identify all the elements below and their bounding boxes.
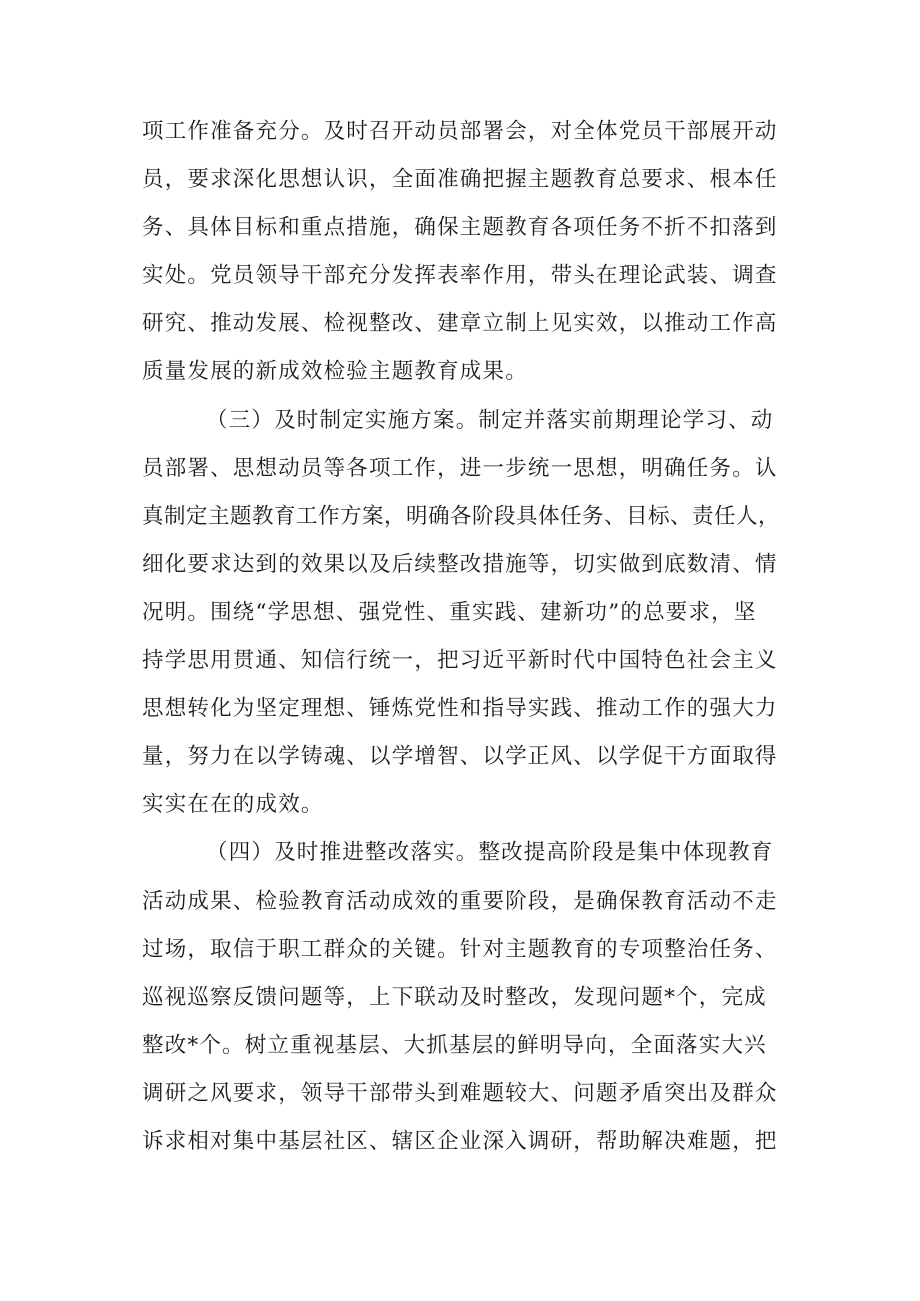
text-line: 质量发展的新成效检验主题教育成果。	[142, 359, 528, 385]
text-line: 实处。党员领导干部充分发挥表率作用，带头在理论武装、调查	[142, 263, 778, 289]
text-line: 思想转化为坚定理想、锤炼党性和指导实践、推动工作的强大力	[142, 696, 778, 722]
text-line: 过场，取信于职工群众的关键。针对主题教育的专项整治任务、	[142, 936, 778, 962]
text-line: 实实在在的成效。	[142, 792, 324, 818]
text-line: 员，要求深化思想认识，全面准确把握主题教育总要求、根本任	[142, 167, 778, 193]
text-line: 真制定主题教育工作方案，明确各阶段具体任务、目标、责任人，	[142, 503, 781, 529]
text-line: 项工作准备充分。及时召开动员部署会，对全体党员干部展开动	[142, 119, 778, 144]
section-heading-line: （三）及时制定实施方案。制定并落实前期理论学习、动	[206, 407, 774, 433]
text-line: 务、具体目标和重点措施，确保主题教育各项任务不折不扣落到	[142, 215, 778, 241]
text-line: 持学思用贯通、知信行统一，把习近平新时代中国特色社会主义	[142, 648, 778, 674]
text-line: 调研之风要求，领导干部带头到难题较大、问题矛盾突出及群众	[142, 1080, 778, 1106]
text-line: 员部署、思想动员等各项工作，进一步统一思想，明确任务。认	[142, 455, 778, 481]
text-line: 诉求相对集中基层社区、辖区企业深入调研，帮助解决难题，把	[142, 1128, 778, 1154]
text-line: 细化要求达到的效果以及后续整改措施等，切实做到底数清、情	[142, 551, 778, 577]
text-line: 巡视巡察反馈问题等，上下联动及时整改，发现问题*个，完成	[142, 984, 767, 1010]
text-line: 量，努力在以学铸魂、以学增智、以学正风、以学促干方面取得	[142, 744, 778, 770]
body-text	[142, 108, 782, 1166]
text-line: 研究、推动发展、检视整改、建章立制上见实效，以推动工作高	[142, 311, 778, 337]
text-line: 整改*个。树立重视基层、大抓基层的鲜明导向，全面落实大兴	[142, 1032, 767, 1058]
text-line: 活动成果、检验教育活动成效的重要阶段，是确保教育活动不走	[142, 888, 778, 914]
section-heading-line: （四）及时推进整改落实。整改提高阶段是集中体现教育	[206, 840, 774, 866]
text-line: 况明。围绕“学思想、强党性、重实践、建新功”的总要求，坚	[142, 599, 757, 625]
